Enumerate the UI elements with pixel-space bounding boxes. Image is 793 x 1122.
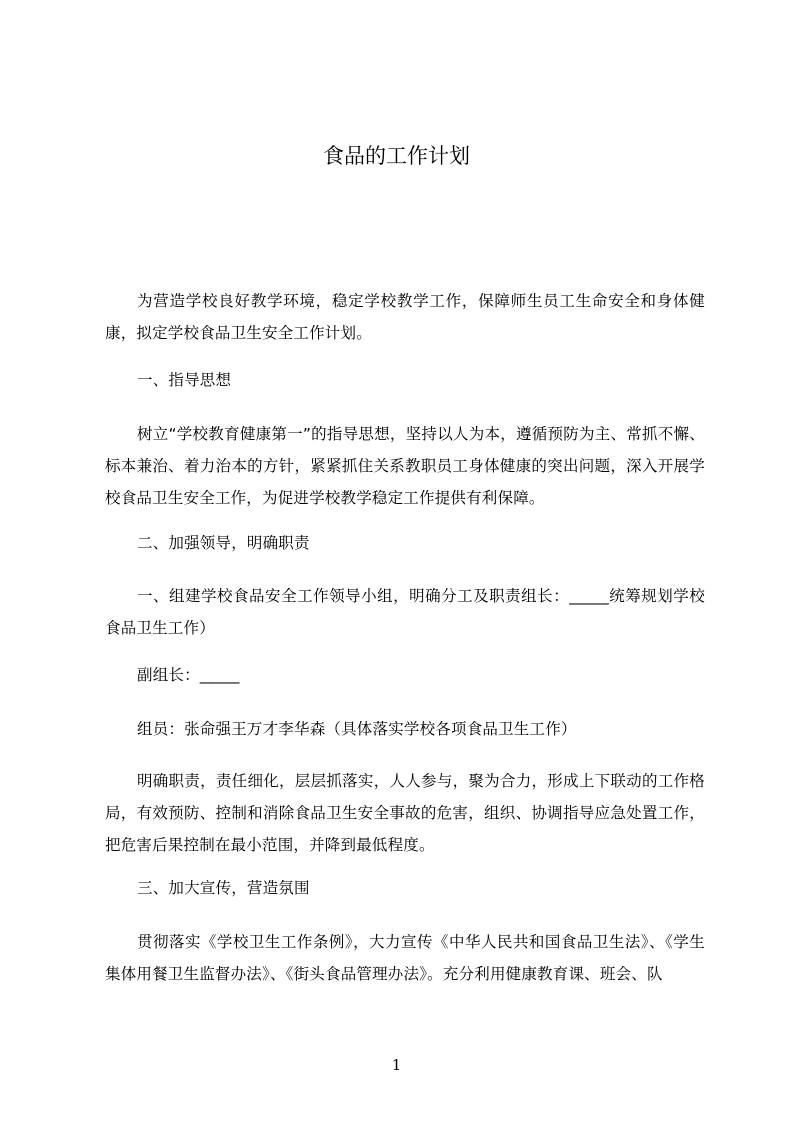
paragraph-leading-group: 一、组建学校食品安全工作领导小组，明确分工及职责组长：_____统筹规划学校食品卫生工作） <box>105 587 705 637</box>
paragraph-intro: 为营造学校良好教学环境，稳定学校教学工作，保障师生员工生命安全和身体健康，拟定学校食品卫生安全工作计划。 <box>105 292 705 342</box>
page-number: 1 <box>391 1056 402 1074</box>
paragraph-guiding-ideology: 树立“学校教育健康第一”的指导思想，坚持以人为本，遵循预防为主、常抓不懈、标本兼治、着力治本的方针，紧紧抓住关系教职员工身体健康的突出问题，深入开展学校食品卫生安全工作，为促进学校教学稳定工作提供有利保障。 <box>105 425 705 507</box>
document-title: 食品的工作计划 <box>323 144 470 168</box>
heading-guiding-ideology: 一、指导思想 <box>137 371 232 389</box>
heading-leadership: 二、加强领导，明确职责 <box>137 534 310 552</box>
heading-publicity: 三、加大宣传，营造氛围 <box>137 879 310 897</box>
paragraph-members: 组员：张命强王万才李华森（具体落实学校各项食品卫生工作） <box>137 720 577 738</box>
paragraph-deputy-leader: 副组长：_____ <box>137 666 240 684</box>
paragraph-publicity: 贯彻落实《学校卫生工作条例》，大力宣传《中华人民共和国食品卫生法》、《学生集体用餐卫生监督办法》、《街头食品管理办法》。充分利用健康教育课、班会、队 <box>105 933 705 983</box>
paragraph-responsibilities: 明确职责，责任细化，层层抓落实，人人参与，聚为合力，形成上下联动的工作格局，有效预防、控制和消除食品卫生安全事故的危害，组织、协调指导应急处置工作，把危害后果控制在最小范围，并降到最低程度。 <box>105 772 705 854</box>
